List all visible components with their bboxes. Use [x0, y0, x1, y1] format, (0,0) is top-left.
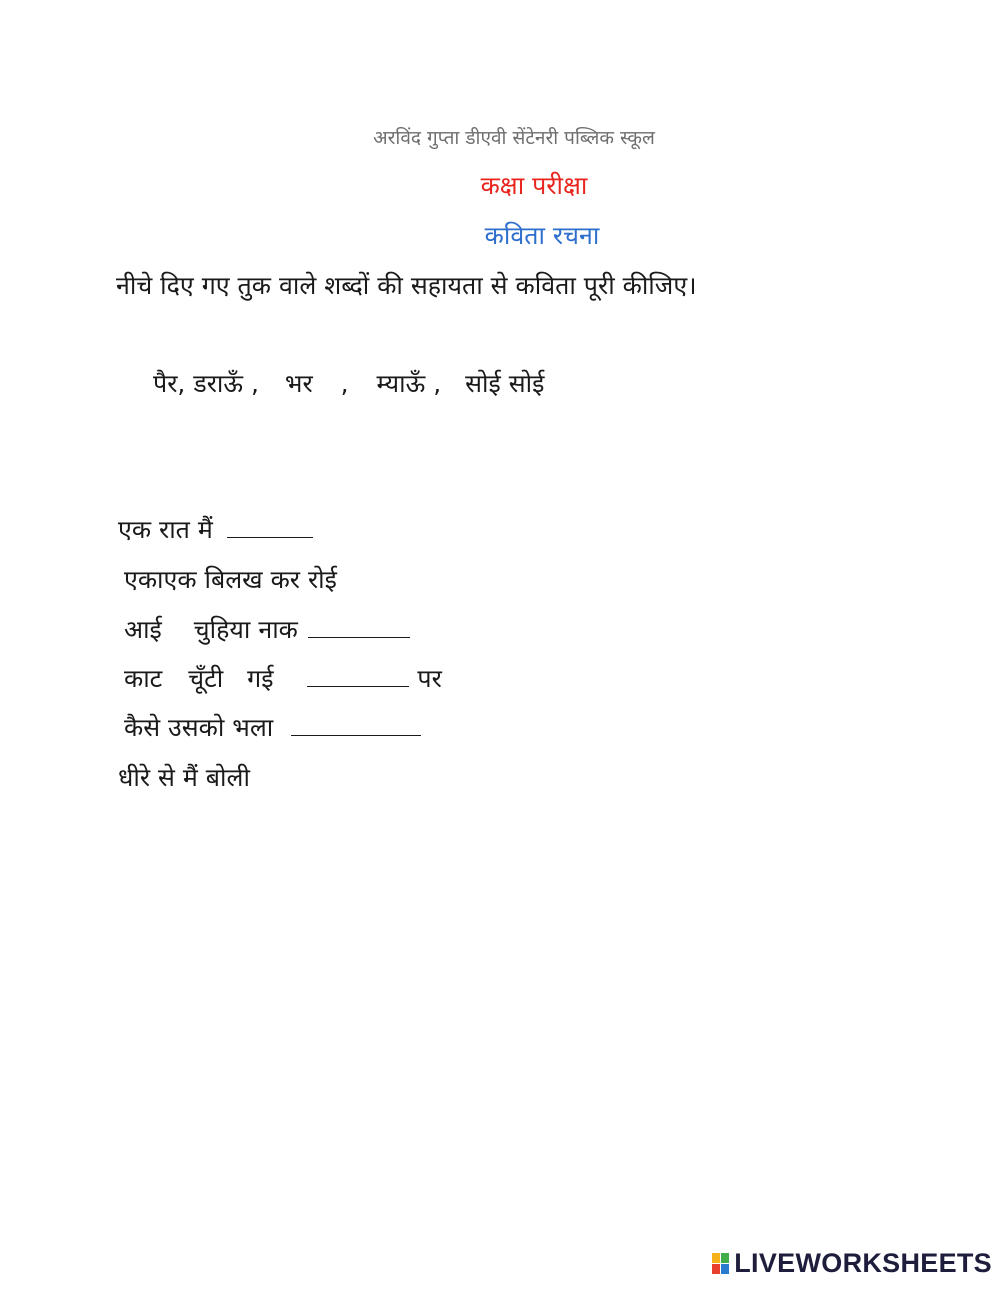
poem-text: पर [417, 664, 442, 693]
answer-blank-4[interactable] [291, 734, 421, 736]
logo-square-icon [712, 1253, 720, 1263]
logo-square-icon [721, 1253, 729, 1263]
poem-line-5 [124, 710, 421, 744]
topic-title: कविता रचना [484, 221, 600, 250]
word-bank-item: सोई सोई [465, 369, 545, 398]
poem-line-6 [118, 760, 250, 794]
word-bank-item: म्याऊँ , [376, 369, 442, 398]
school-name: अरविंद गुप्ता डीएवी सेंटेनरी पब्लिक स्कूल [373, 127, 655, 149]
poem-line-3 [124, 612, 410, 646]
answer-blank-1[interactable] [227, 536, 313, 538]
poem-text: आई [124, 615, 162, 644]
word-bank-item: पैर, [153, 369, 186, 398]
logo-text: LIVEWORKSHEETS [734, 1248, 992, 1278]
poem-text: चूँटी [188, 664, 224, 693]
poem-line-4 [124, 661, 442, 695]
poem-text: गई [247, 664, 274, 693]
logo-square-icon [721, 1264, 729, 1274]
poem-text: एक रात मैं [118, 515, 213, 544]
logo-square-icon [712, 1264, 720, 1274]
exam-title: कक्षा परीक्षा [480, 171, 588, 200]
poem-text: कैसे उसको भला [124, 713, 274, 742]
poem-text: धीरे से मैं बोली [118, 763, 250, 792]
word-bank-item: डराऊँ , [193, 369, 259, 398]
liveworksheets-logo-icon [712, 1253, 730, 1275]
word-bank-item: भर [284, 369, 313, 398]
poem-line-2 [124, 562, 337, 596]
instruction-text: नीचे दिए गए तुक वाले शब्दों की सहायता से कविता पूरी कीजिए। [116, 271, 697, 300]
word-bank-item: , [340, 369, 349, 398]
answer-blank-3[interactable] [307, 685, 409, 687]
poem-line-1 [118, 512, 313, 546]
liveworksheets-logo [712, 1248, 992, 1279]
answer-blank-2[interactable] [308, 636, 410, 638]
poem-text: काट [124, 664, 163, 693]
poem-text: एकाएक बिलख कर रोई [124, 565, 337, 594]
poem-text: चुहिया नाक [193, 615, 298, 644]
word-bank [153, 366, 544, 400]
